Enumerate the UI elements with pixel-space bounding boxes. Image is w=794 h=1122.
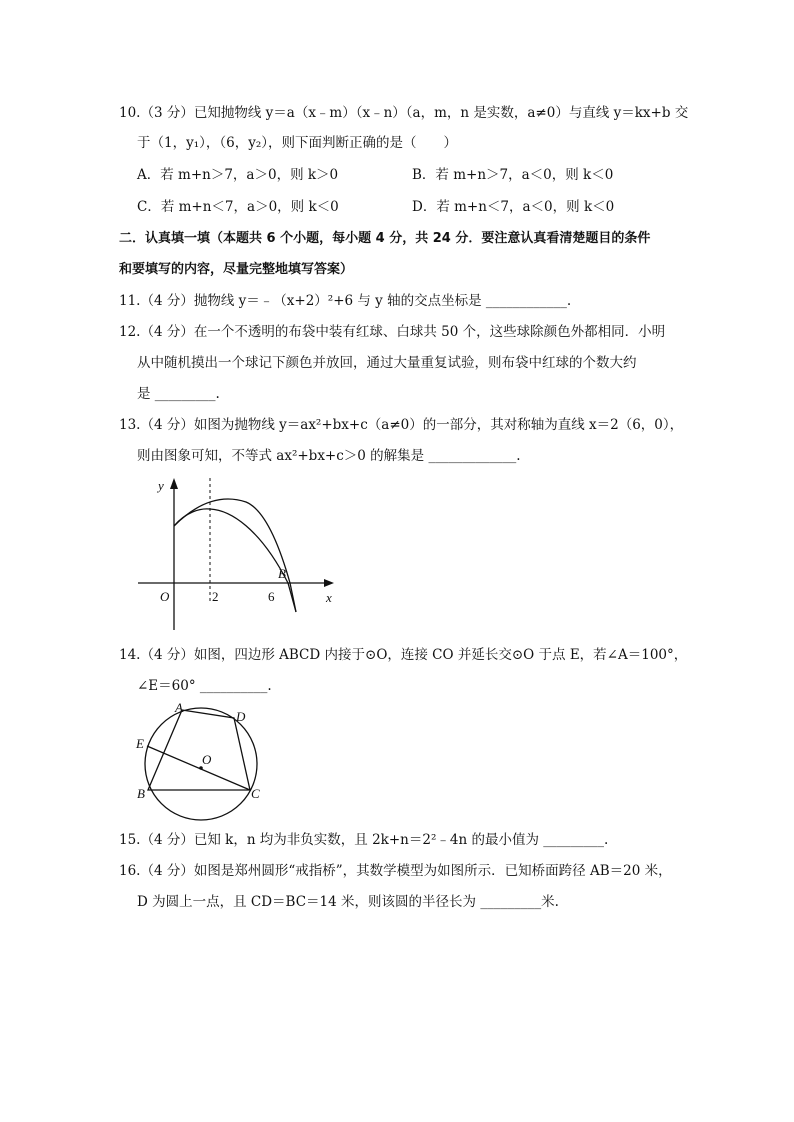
q13-origin-label: O xyxy=(160,589,170,604)
q16-line2: D 为圆上一点，且 CD＝BC＝14 米，则该圆的半径长为 _________米. xyxy=(137,894,559,910)
q10-option-c: C．若 m+n＜7，a＞0，则 k＜0 xyxy=(137,199,339,215)
q13-y-label: y xyxy=(158,478,164,493)
q14-label-d: D xyxy=(236,709,246,724)
q16-line1: 16.（4 分）如图是郑州圆形“戒指桥”，其数学模型为如图所示．已知桥面跨径 AB＝20 米， xyxy=(119,863,672,879)
q14-label-b: B xyxy=(137,786,145,801)
q13-line2: 则由图象可知，不等式 ax²+bx+c＞0 的解集是 _____________. xyxy=(137,448,521,464)
q14-label-a: A xyxy=(175,700,183,715)
q10-line1: 10.（3 分）已知抛物线 y＝a（x﹣m）（x﹣n）（a，m，n 是实数，a≠0）与直线 y＝kx+b 交 xyxy=(119,105,689,121)
q13-point-b: B xyxy=(278,566,286,581)
q10-line2: 于（1，y₁），（6，y₂），则下面判断正确的是（ ） xyxy=(137,135,458,151)
q11-line1: 11.（4 分）抛物线 y＝﹣（x+2）²+6 与 y 轴的交点坐标是 ____________. xyxy=(119,293,572,309)
q13-tick-2: 2 xyxy=(212,589,219,604)
q13-x-label: x xyxy=(326,590,332,605)
q14-label-c: C xyxy=(251,786,260,801)
q13-parabola-graph xyxy=(130,472,345,637)
q12-line1: 12.（4 分）在一个不透明的布袋中装有红球、白球共 50 个，这些球除颜色外都相同．小明 xyxy=(119,324,666,340)
q10-option-a: A．若 m+n＞7，a＞0，则 k＞0 xyxy=(137,167,339,183)
q10-option-d: D．若 m+n＜7，a＜0，则 k＜0 xyxy=(412,199,615,215)
q14-label-o: O xyxy=(202,752,212,767)
q13-tick-6: 6 xyxy=(268,589,275,604)
q14-line2: ∠E＝60° __________. xyxy=(137,678,272,694)
q14-circle-figure xyxy=(132,700,272,812)
q13-line1: 13.（4 分）如图为抛物线 y＝ax²+bx+c（a≠0）的一部分，其对称轴为直线 x＝2（6，0）， xyxy=(119,417,684,433)
section2-heading-line1: 二．认真填一填（本题共 6 个小题，每小题 4 分，共 24 分．要注意认真看清楚题目的条件 xyxy=(119,231,651,246)
q10-option-b: B．若 m+n＞7，a＜0，则 k＜0 xyxy=(412,167,614,183)
q15-line1: 15.（4 分）已知 k，n 均为非负实数，且 2k+n＝2²﹣4n 的最小值为 _________. xyxy=(119,832,609,848)
q14-label-e: E xyxy=(136,736,144,751)
section2-heading-line2: 和要填写的内容，尽量完整地填写答案） xyxy=(119,262,354,277)
q12-line3: 是 _________. xyxy=(137,386,220,402)
q12-line2: 从中随机摸出一个球记下颜色并放回，通过大量重复试验，则布袋中红球的个数大约 xyxy=(137,355,637,371)
q14-line1: 14.（4 分）如图，四边形 ABCD 内接于⊙O，连接 CO 并延长交⊙O 于点 E，若∠A＝100°， xyxy=(119,647,688,663)
